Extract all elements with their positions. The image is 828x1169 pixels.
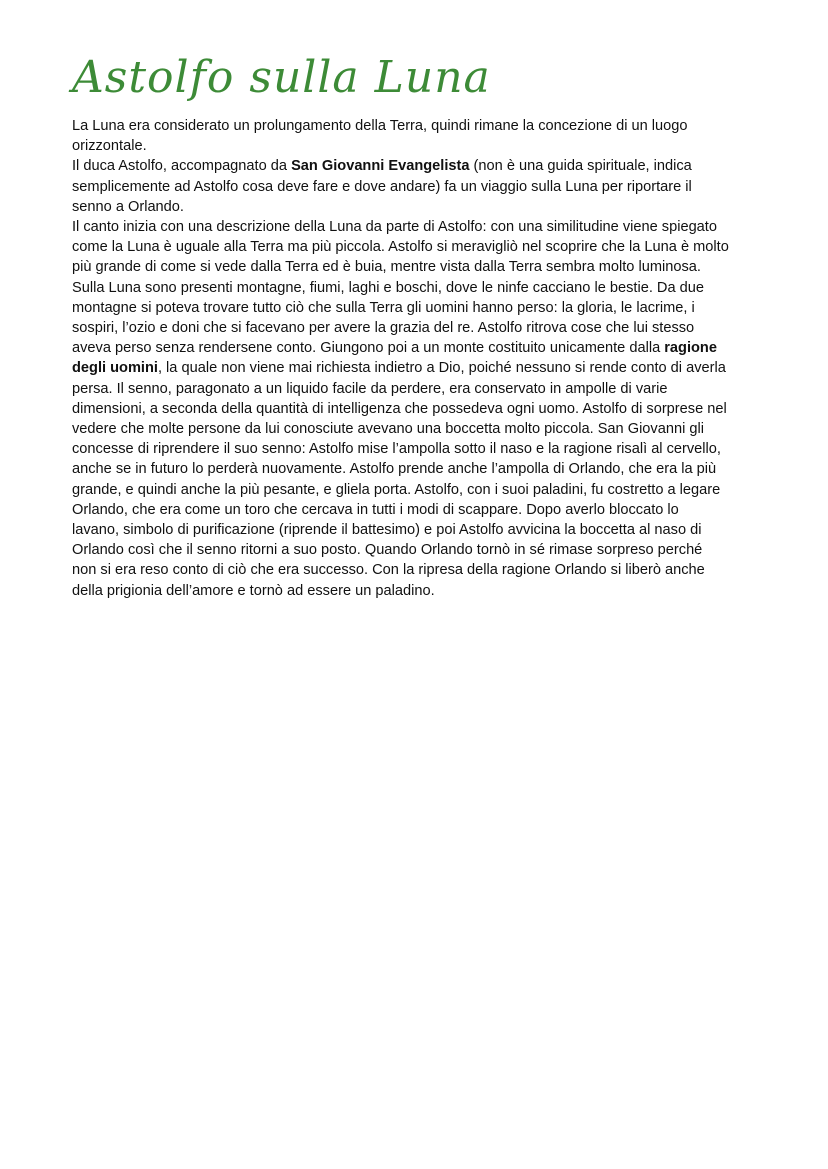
text-line: sospiri, l’ozio e doni che si facevano per avere la grazia del re. Astolfo ritrova cose che lui stesso xyxy=(72,320,695,337)
text-line xyxy=(72,358,772,378)
bold-term: ragione xyxy=(664,340,717,357)
text-line: persa. Il senno, paragonato a un liquido facile da perdere, era conservato in ampolle di varie xyxy=(72,380,668,397)
text-line: Il canto inizia con una descrizione della Luna da parte di Astolfo: con una similitudine viene spiegato xyxy=(72,219,717,236)
document-body xyxy=(72,116,772,601)
text-line: concesse di riprendere il suo senno: Astolfo mise l’ampolla sotto il naso e la ragione risalì al cervello, xyxy=(72,441,721,458)
text-line: montagne si poteva trovare tutto ciò che sulla Terra gli uomini hanno perso: la gloria, le lacrime, i xyxy=(72,299,695,316)
paragraph-intro xyxy=(72,116,772,156)
text-line: lavano, simbolo di purificazione (riprende il battesimo) e poi Astolfo avvicina la boccetta al naso di xyxy=(72,522,702,539)
text-line: come la Luna è uguale alla Terra ma più piccola. Astolfo si meravigliò nel scoprire che la Luna è molto xyxy=(72,239,729,256)
text-segment: (non è una guida spirituale, indica xyxy=(469,158,692,175)
text-line: orizzontale. xyxy=(72,138,147,155)
text-segment: Il duca Astolfo, accompagnato da xyxy=(72,158,292,175)
text-line: semplicemente ad Astolfo cosa deve fare e dove andare) fa un viaggio sulla Luna per riportare il xyxy=(72,178,692,195)
text-line: La Luna era considerato un prolungamento della Terra, quindi rimane la concezione di un luogo xyxy=(72,118,688,134)
text-line: senno a Orlando. xyxy=(72,198,184,215)
text-line: Orlando così che il senno ritorni a suo posto. Quando Orlando tornò in sé rimase sorpreso perché xyxy=(72,542,703,559)
text-line: grande, e quindi anche la più pesante, e gliela porta. Astolfo, con i suoi paladini, fu costretto a legare xyxy=(72,481,721,498)
bold-term: degli uomini xyxy=(72,360,158,377)
text-line: vedere che molte persone da lui conosciute avevano una boccetta molto piccola. San Giovanni gli xyxy=(72,421,704,438)
text-line: più grande di come si vede dalla Terra ed è buia, mentre vista dalla Terra sembra molto luminosa. xyxy=(72,259,701,276)
text-line xyxy=(72,338,772,358)
text-segment: , la quale non viene mai richiesta indietro a Dio, poiché nessuno si rende conto di averla xyxy=(157,360,726,377)
text-line: Sulla Luna sono presenti montagne, fiumi, laghi e boschi, dove le ninfe cacciano le bestie. Da due xyxy=(72,279,704,296)
text-segment: aveva perso senza rendersene conto. Giungono poi a un monte costituito unicamente dalla xyxy=(72,340,665,357)
bold-term: San Giovanni Evangelista xyxy=(291,158,470,175)
text-line: Orlando, che era come un toro che cercava in tutti i modi di scappare. Dopo averlo bloccato lo xyxy=(72,501,679,518)
text-line: non si era reso conto di ciò che era successo. Con la ripresa della ragione Orlando si liberò anche xyxy=(72,562,705,579)
paragraph-astolfo-journey xyxy=(72,156,772,217)
paragraph-canto xyxy=(72,217,772,601)
document-title: Astolfo sulla Luna xyxy=(72,52,491,103)
text-line: dimensioni, a seconda della quantità di intelligenza che possedeva ogni uomo. Astolfo di sorprese nel xyxy=(72,400,727,417)
text-line xyxy=(72,156,772,176)
text-line: della prigionia dell’amore e tornò ad essere un paladino. xyxy=(72,582,435,599)
text-line: anche se in futuro lo perderà nuovamente. Astolfo prende anche l’ampolla di Orlando, che era la più xyxy=(72,461,717,478)
